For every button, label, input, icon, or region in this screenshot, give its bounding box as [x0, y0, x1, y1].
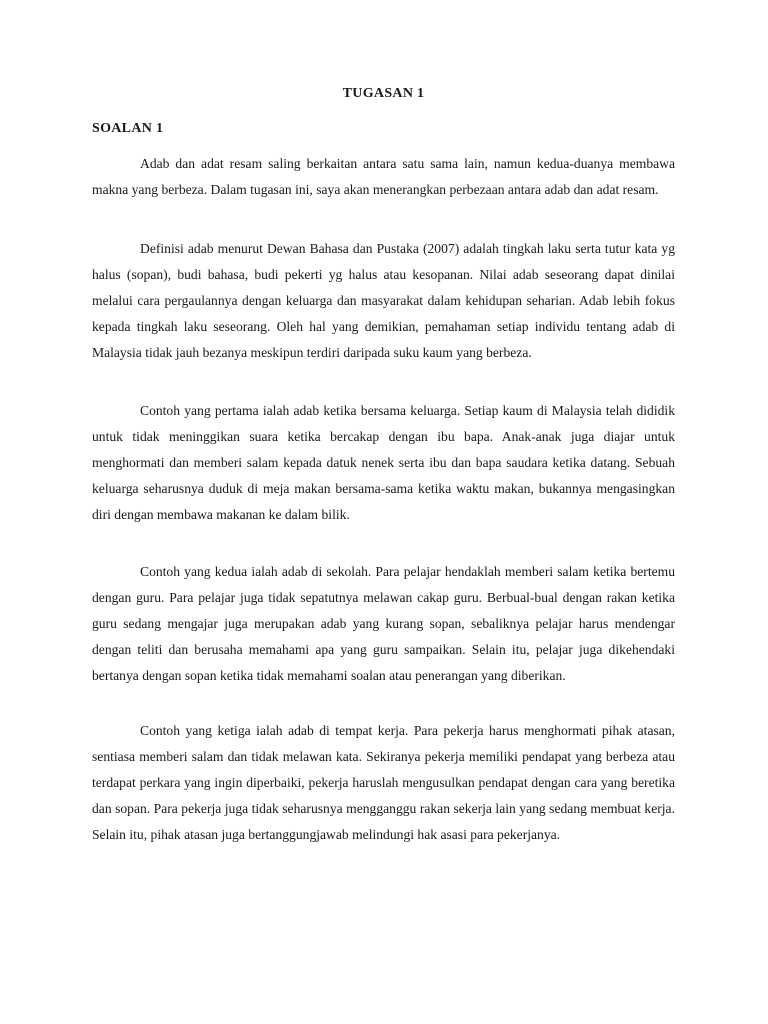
question-heading: SOALAN 1	[92, 121, 164, 136]
paragraph-definition: Definisi adab menurut Dewan Bahasa dan Pustaka (2007) adalah tingkah laku serta tutur kata yg halus (sopan), budi bahasa, budi pekerti yg halus atau kesopanan. Nilai adab seseorang dapat dinilai melalui cara pergaulannya dengan keluarga dan masyarakat dalam kehidupan seharian. Adab lebih fokus kepada tingkah laku seseorang. Oleh hal yang demikian, pemahaman setiap individu tentang adab di Malaysia tidak jauh bezanya meskipun terdiri daripada suku kaum yang berbeza.	[92, 241, 675, 360]
paragraph-workplace-example: Contoh yang ketiga ialah adab di tempat kerja. Para pekerja harus menghormati pihak atasan, sentiasa memberi salam dan tidak melawan kata. Sekiranya pekerja memiliki pendapat yang berbeza atau terdapat perkara yang ingin diperbaiki, pekerja haruslah mengusulkan pendapat dengan cara yang beretika dan sopan. Para pekerja juga tidak seharusnya mengganggu rakan sekerja lain yang sedang membuat kerja. Selain itu, pihak atasan juga bertanggungjawab melindungi hak asasi para pekerjanya.	[92, 723, 675, 842]
paragraph-family-example: Contoh yang pertama ialah adab ketika bersama keluarga. Setiap kaum di Malaysia telah dididik untuk tidak meninggikan suara ketika bercakap dengan ibu bapa. Anak-anak juga diajar untuk menghormati dan memberi salam kepada datuk nenek serta ibu dan bapa saudara ketika datang. Sebuah keluarga seharusnya duduk di meja makan bersama-sama ketika waktu makan, bukannya mengasingkan diri dengan membawa makanan ke dalam bilik.	[92, 403, 675, 522]
paragraph-school-example: Contoh yang kedua ialah adab di sekolah. Para pelajar hendaklah memberi salam ketika bertemu dengan guru. Para pelajar juga tidak sepatutnya melawan cakap guru. Berbual-bual dengan rakan ketika guru sedang mengajar juga merupakan adab yang kurang sopan, sebaliknya pelajar harus mendengar dengan teliti dan berusaha memahami apa yang guru sampaikan. Selain itu, pelajar juga dikehendaki bertanya dengan sopan ketika tidak memahami soalan atau penerangan yang diberikan.	[92, 564, 675, 683]
document-title: TUGASAN 1	[342, 86, 425, 101]
paragraph-intro: Adab dan adat resam saling berkaitan antara satu sama lain, namun kedua-duanya membawa makna yang berbeza. Dalam tugasan ini, saya akan menerangkan perbezaan antara adab dan adat resam.	[92, 156, 675, 197]
